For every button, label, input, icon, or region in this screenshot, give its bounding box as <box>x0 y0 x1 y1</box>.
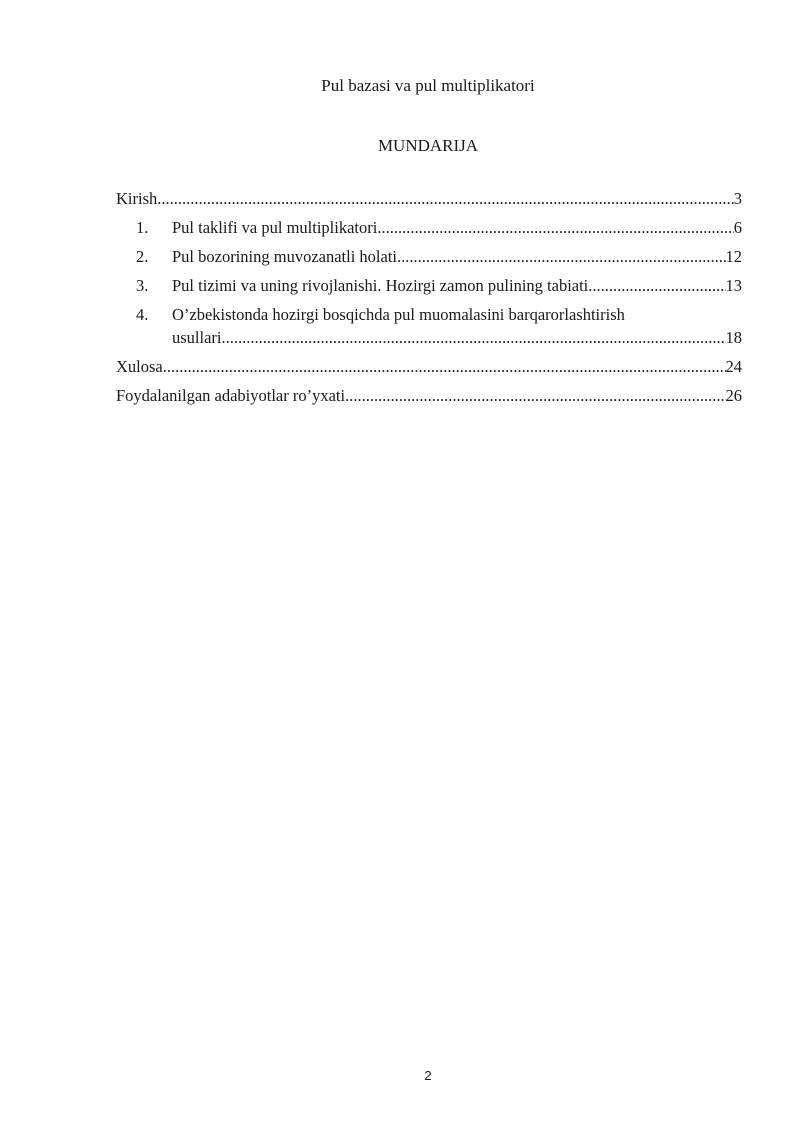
toc-leader-dots <box>588 274 725 297</box>
toc-entry-references[interactable] <box>116 384 742 407</box>
toc-entry-label: Kirish <box>116 189 158 208</box>
toc-entry-page: 26 <box>725 386 742 405</box>
toc-entry-number: 2. <box>136 247 149 266</box>
toc-entry-chapter-3[interactable] <box>116 274 742 297</box>
toc-entry-chapter-2[interactable] <box>116 245 742 268</box>
toc-entry-label-line-2: usullari <box>172 328 222 347</box>
toc-entry-label: Foydalanilgan adabiyotlar ro’yxati <box>116 386 346 405</box>
toc-entry-conclusion[interactable] <box>116 355 742 378</box>
toc-entry-label: Xulosa <box>116 357 163 376</box>
toc-entry-page: 13 <box>725 276 742 295</box>
toc-leader-dots <box>397 245 725 268</box>
toc-leader-dots <box>222 326 726 349</box>
page-title: Pul bazasi va pul multiplikatori <box>321 76 535 95</box>
toc-entry-page: 12 <box>725 247 742 266</box>
toc-leader-dots <box>345 384 725 407</box>
toc-entry-chapter-1[interactable] <box>116 216 742 239</box>
toc-entry-number: 1. <box>136 218 149 237</box>
toc-entry-page: 24 <box>725 357 742 376</box>
toc-entry-intro[interactable] <box>116 187 742 210</box>
toc-entry-page: 3 <box>733 189 742 208</box>
toc-entry-label: Pul tizimi va uning rivojlanishi. Hozirgi zamon pulining tabiati <box>172 276 589 295</box>
toc-entry-number: 3. <box>136 276 149 295</box>
page-number: 2 <box>424 1068 432 1083</box>
toc-entry-label: Pul taklifi va pul multiplikatori <box>172 218 378 237</box>
toc-entry-label: Pul bozorining muvozanatli holati <box>172 247 398 266</box>
toc-entry-chapter-4[interactable] <box>116 303 742 349</box>
toc-entry-page: 6 <box>733 218 742 237</box>
toc-heading: MUNDARIJA <box>377 136 479 155</box>
table-of-contents <box>116 187 742 413</box>
toc-leader-dots <box>163 355 726 378</box>
toc-entry-page: 18 <box>725 328 742 347</box>
toc-leader-dots <box>377 216 733 239</box>
toc-entry-number: 4. <box>136 305 149 324</box>
toc-leader-dots <box>157 187 734 210</box>
toc-entry-label-line-1: O’zbekistonda hozirgi bosqichda pul muomalasini barqarorlashtirish <box>172 305 625 324</box>
